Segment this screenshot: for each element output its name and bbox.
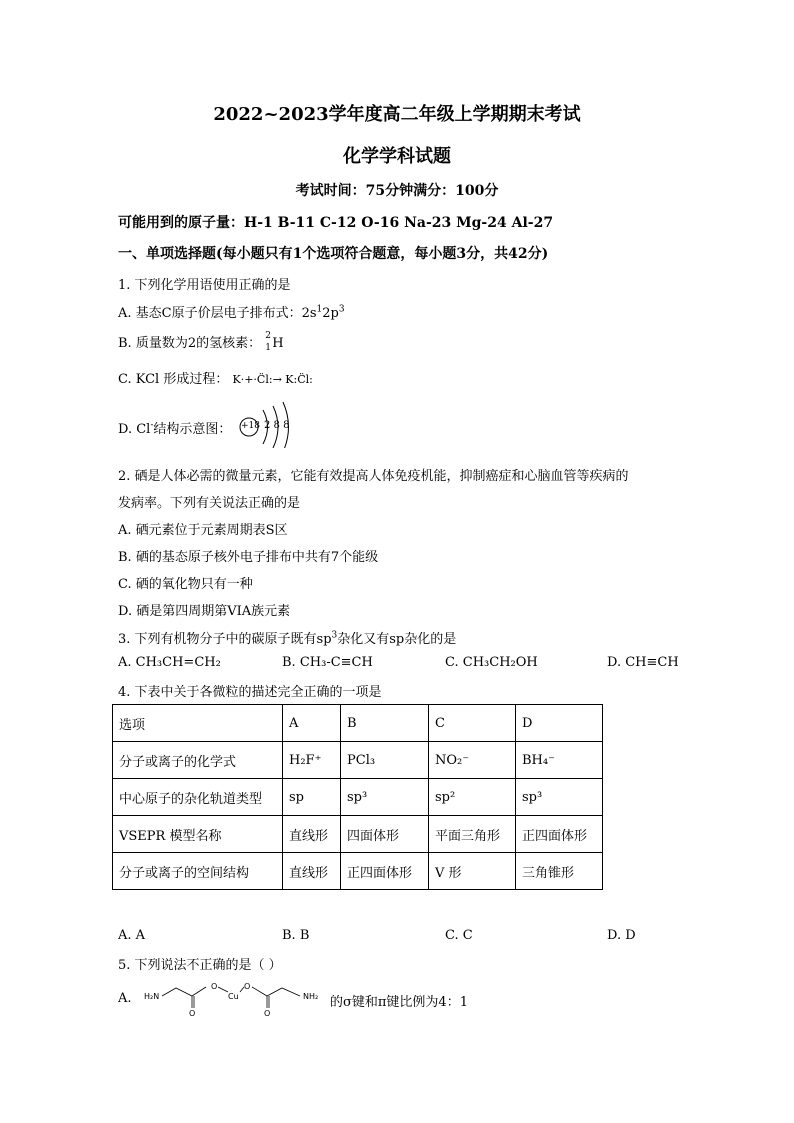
q1-d-sup: - bbox=[150, 420, 154, 431]
q5-stem: 5. 下列说法不正确的是（ ） bbox=[118, 958, 282, 973]
table-row bbox=[113, 742, 603, 779]
q2-stem-line2: 发病率。下列有关说法正确的是 bbox=[118, 496, 301, 511]
q3-stem bbox=[118, 628, 456, 647]
struct-o-cu-left bbox=[218, 987, 228, 992]
table-cell: H₂F⁺ bbox=[283, 742, 341, 779]
table-cell: BH₄⁻ bbox=[516, 742, 603, 779]
q3-stem-a: 3. 下列有机物分子中的碳原子既有sp bbox=[118, 632, 332, 647]
table-cell: 直线形 bbox=[283, 816, 341, 853]
table-cell: 正四面体形 bbox=[516, 816, 603, 853]
table-cell: 三角锥形 bbox=[516, 853, 603, 890]
q3-stem-b: 杂化又有sp杂化的是 bbox=[337, 632, 457, 647]
q4-option-a: A. A bbox=[118, 928, 146, 943]
atomic-masses: 可能用到的原子量：H-1 B-11 C-12 O-16 Na-23 Mg-24 Al-27 bbox=[118, 215, 554, 231]
struct-bonds-right bbox=[252, 987, 300, 996]
q3-stem-sup: 3 bbox=[331, 630, 338, 641]
nuclide-mass: 2 bbox=[265, 330, 271, 341]
table-cell: 平面三角形 bbox=[429, 816, 516, 853]
exam-info: 考试时间：75分钟满分：100分 bbox=[295, 183, 499, 199]
table-header-cell: A bbox=[283, 705, 341, 742]
table-header-row bbox=[113, 705, 603, 742]
table-cell: NO₂⁻ bbox=[429, 742, 516, 779]
q1-b-text: B. 质量数为2的氢核素： bbox=[118, 336, 262, 351]
struct-o-4: O bbox=[264, 1009, 271, 1018]
table-row bbox=[113, 853, 603, 890]
nuclide-symbol: H bbox=[272, 335, 284, 351]
q1-stem: 1. 下列化学用语使用正确的是 bbox=[118, 278, 291, 293]
q1-option-c bbox=[118, 368, 313, 387]
struct-o-2: O bbox=[189, 1009, 196, 1018]
q2-option-b: B. 硒的基态原子核外电子排布中共有7个能级 bbox=[118, 550, 379, 565]
q1-a-text: A. 基态C原子价层电子排布式：2s bbox=[118, 306, 317, 321]
struct-h2n-left: H₂N bbox=[144, 992, 160, 1001]
q3-option-a: A. CH₃CH=CH₂ bbox=[118, 655, 221, 670]
table-cell: 直线形 bbox=[283, 853, 341, 890]
table-cell: sp bbox=[283, 779, 341, 816]
table-cell: 分子或离子的化学式 bbox=[113, 742, 283, 779]
table-cell: 正四面体形 bbox=[341, 853, 429, 890]
table-cell: 中心原子的杂化轨道类型 bbox=[113, 779, 283, 816]
struct-o-3: O bbox=[244, 982, 251, 991]
q4-option-b: B. B bbox=[282, 928, 310, 943]
page-subtitle: 化学学科试题 bbox=[343, 146, 451, 167]
table-row bbox=[113, 779, 603, 816]
q3-option-c: C. CH₃CH₂OH bbox=[445, 655, 538, 670]
table-cell: 分子或离子的空间结构 bbox=[113, 853, 283, 890]
q1-a-sup2: 3 bbox=[338, 304, 345, 315]
nuclide-atomic: 1 bbox=[265, 342, 271, 353]
table-cell: sp³ bbox=[516, 779, 603, 816]
table-row bbox=[113, 816, 603, 853]
q3-option-b: B. CH₃-C≡CH bbox=[282, 655, 373, 670]
section-heading: 一、单项选择题(每小题只有1个选项符合题意，每小题3分，共42分) bbox=[118, 246, 549, 262]
copper-glycinate-structure bbox=[140, 978, 330, 1020]
q5-option-a-tail: 的σ键和π键比例为4：1 bbox=[330, 995, 468, 1010]
struct-nh2-right: NH₂ bbox=[303, 992, 319, 1001]
q4-stem: 4. 下表中关于各微粒的描述完全正确的一项是 bbox=[118, 685, 382, 700]
table-cell: V 形 bbox=[429, 853, 516, 890]
table-header-cell: C bbox=[429, 705, 516, 742]
nuclide-notation bbox=[265, 330, 287, 353]
q1-d-text: D. Cl bbox=[118, 422, 151, 437]
table-header-cell: D bbox=[516, 705, 603, 742]
struct-cu: Cu bbox=[228, 992, 239, 1001]
q1-c-text: C. KCl 形成过程： bbox=[118, 372, 229, 387]
page-title: 2022~2023学年度高二年级上学期期末考试 bbox=[213, 104, 581, 125]
q4-option-d: D. D bbox=[607, 928, 636, 943]
q2-option-c: C. 硒的氧化物只有一种 bbox=[118, 577, 253, 592]
q1-option-b bbox=[118, 332, 287, 352]
nucleus-label: +18 bbox=[241, 421, 260, 431]
table-cell: PCl₃ bbox=[341, 742, 429, 779]
kcl-formation-formula: K·+·C̈l:→ K:C̈l: bbox=[232, 373, 313, 386]
q1-d-rest: 结构示意图： bbox=[153, 422, 232, 437]
q2-option-d: D. 硒是第四周期第VIA族元素 bbox=[118, 604, 291, 619]
q1-a-sup1: 1 bbox=[316, 304, 323, 315]
particle-table bbox=[112, 704, 603, 890]
table-cell: sp² bbox=[429, 779, 516, 816]
q2-option-a: A. 硒元素位于元素周期表S区 bbox=[118, 523, 288, 538]
q3-option-d: D. CH≡CH bbox=[607, 655, 679, 670]
table-header-cell: 选项 bbox=[113, 705, 283, 742]
table-cell: sp³ bbox=[341, 779, 429, 816]
shell-electrons: 2 8 8 bbox=[264, 420, 290, 431]
q2-stem-line1: 2. 硒是人体必需的微量元素，它能有效提高人体免疫机能，抑制癌症和心脑血管等疾病的 bbox=[118, 469, 629, 484]
table-cell: VSEPR 模型名称 bbox=[113, 816, 283, 853]
struct-bonds-left bbox=[162, 987, 206, 996]
q1-option-a bbox=[118, 302, 345, 321]
table-cell: 四面体形 bbox=[341, 816, 429, 853]
table-header-cell: B bbox=[341, 705, 429, 742]
q5-option-a-label: A. bbox=[118, 991, 132, 1006]
q1-a-mid: 2p bbox=[322, 306, 339, 321]
q4-option-c: C. C bbox=[445, 928, 473, 943]
q1-option-d bbox=[118, 418, 231, 437]
struct-o-1: O bbox=[211, 982, 218, 991]
